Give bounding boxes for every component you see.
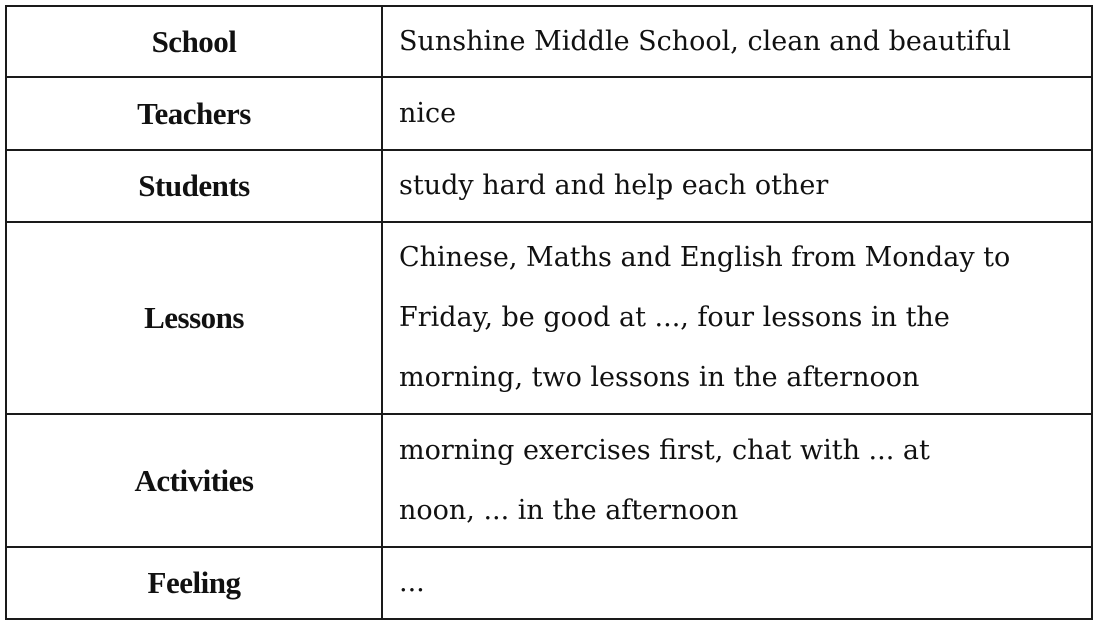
table-row-teachers: [6, 77, 1092, 150]
row-label-students: Students: [6, 150, 382, 222]
row-value-lessons: Chinese, Maths and English from Monday to Friday, be good at ..., four lessons in the morning, two lessons in the afternoon: [382, 222, 1092, 414]
table-row-activities: [6, 414, 1092, 547]
row-value-feeling: ...: [382, 547, 1092, 619]
row-value-school: Sunshine Middle School, clean and beautiful: [382, 6, 1092, 77]
row-label-activities: Activities: [6, 414, 382, 547]
table-row-feeling: [6, 547, 1092, 619]
row-value-teachers: nice: [382, 77, 1092, 150]
row-value-activities: morning exercises first, chat with ... at noon, ... in the afternoon: [382, 414, 1092, 547]
row-label-school: School: [6, 6, 382, 77]
school-info-table: [5, 5, 1093, 620]
table-row-school: [6, 6, 1092, 77]
row-label-feeling: Feeling: [6, 547, 382, 619]
table-row-students: [6, 150, 1092, 222]
row-value-students: study hard and help each other: [382, 150, 1092, 222]
table-row-lessons: [6, 222, 1092, 414]
row-label-teachers: Teachers: [6, 77, 382, 150]
row-label-lessons: Lessons: [6, 222, 382, 414]
